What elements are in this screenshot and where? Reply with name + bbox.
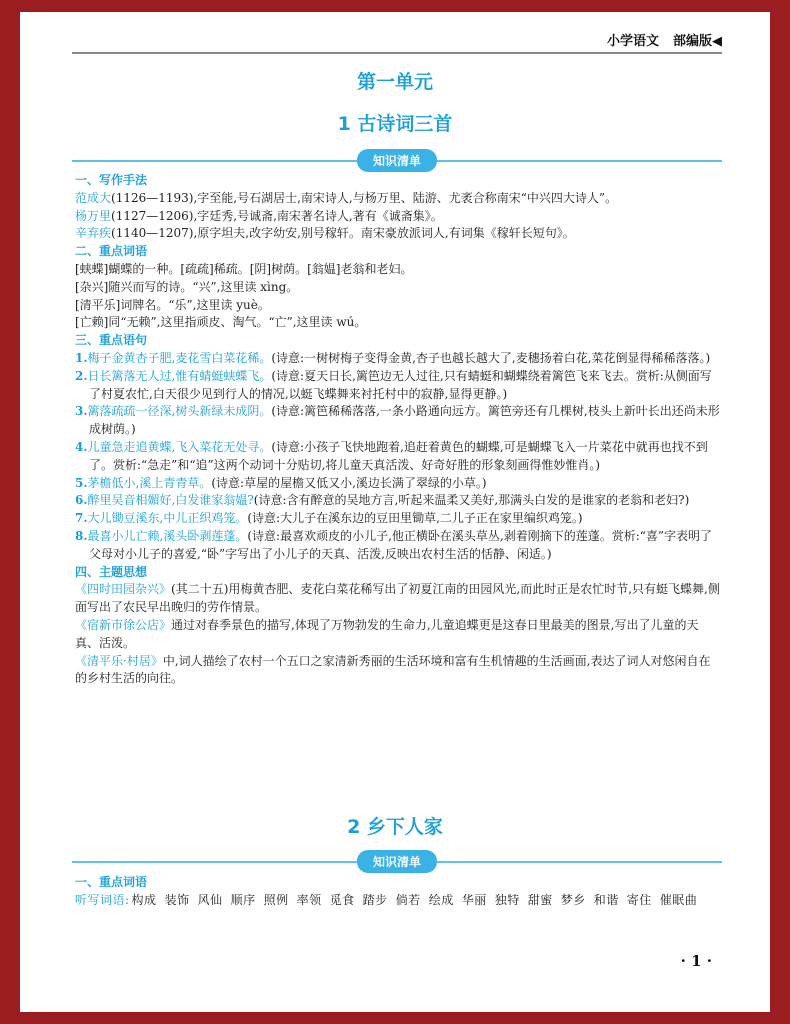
dictation-word: 觅食	[329, 892, 355, 907]
page-number: · 1 ·	[680, 952, 712, 970]
sentence-text: (诗意:一树树梅子变得金黄,杏子也越长越大了,麦穗扬着白花,菜花倒显得稀稀落落。)	[271, 350, 711, 365]
dictation-word: 顺序	[230, 892, 256, 907]
sentence-entry	[75, 350, 720, 368]
sentence-text: (诗意:大儿子在溪东边的豆田里锄草,二儿子正在家里编织鸡笼。)	[247, 511, 583, 526]
theme-text: (其二十五)用梅黄杏肥、麦花白菜花稀写出了初夏江南的田园风光,而此时正是农忙时节,只有蜓飞蝶舞,侧面写出了农民早出晚归的劳作情景。	[75, 582, 720, 615]
sentence-list	[75, 350, 720, 564]
sentence-entry	[75, 510, 720, 528]
section-theme: 四、主题思想	[75, 564, 148, 579]
word-list	[75, 261, 720, 332]
dictation-label: 听写词语:	[75, 892, 130, 907]
banner-pill: 知识清单	[357, 149, 437, 172]
dictation-word: 催眠曲	[659, 892, 698, 907]
theme-list	[75, 581, 720, 688]
section-key-sentences: 三、重点语句	[75, 333, 148, 348]
word-entry: [清平乐]词牌名。“乐”,这里读 yuè。	[75, 297, 270, 312]
lesson1-title: 1 古诗词三首	[337, 113, 453, 135]
sentence-text: (诗意:含有醉意的吴地方言,听起来温柔又美好,那满头白发的是谁家的老翁和老妇?)	[253, 493, 690, 508]
banner-pill: 知识清单	[357, 850, 437, 873]
page-header	[72, 20, 722, 54]
lesson1-content	[75, 172, 720, 688]
sentence-entry	[75, 475, 720, 493]
section-key-words: 一、重点词语	[75, 875, 148, 889]
dictation-word: 寄住	[626, 892, 652, 907]
dictation-word: 独特	[494, 892, 520, 907]
theme-entry	[75, 581, 720, 617]
dictation-word: 绘成	[428, 892, 454, 907]
sentence-highlight: 大儿锄豆溪东,中儿正织鸡笼。	[87, 511, 248, 526]
word-entry: [亡赖]同“无赖”,这里指顽皮、淘气。“亡”,这里读 wú。	[75, 315, 367, 330]
sentence-number: 8.	[75, 528, 88, 543]
edition-label: 部编版◀	[673, 34, 722, 49]
lesson1-banner	[72, 149, 722, 171]
sentence-highlight: 茅檐低小,溪上青青草。	[87, 475, 212, 490]
theme-title: 《四时田园杂兴》	[75, 582, 172, 597]
dictation-word: 倘若	[395, 892, 421, 907]
author-text: (1126—1193),字至能,号石湖居士,南宋诗人,与杨万里、陆游、尤袤合称南宋“中兴四大诗人”。	[111, 190, 617, 205]
dictation-word: 甜蜜	[527, 892, 553, 907]
sentence-highlight: 梅子金黄杏子肥,麦花雪白菜花稀。	[87, 350, 272, 365]
lesson2-content	[75, 874, 720, 910]
word-entry: [杂兴]随兴而写的诗。“兴”,这里读 xìng。	[75, 279, 299, 294]
sentence-entry	[75, 492, 720, 510]
dictation-word: 装饰	[164, 892, 190, 907]
dictation-word: 踏步	[362, 892, 388, 907]
sentence-number: 2.	[75, 368, 88, 383]
sentence-highlight: 醉里吴音相媚好,白发谁家翁媪?	[87, 493, 254, 508]
dictation-word: 风仙	[197, 892, 223, 907]
author-entry	[75, 190, 720, 208]
author-text: (1140—1207),原字坦夫,改字幼安,别号稼轩。南宋豪放派词人,有词集《稼轩长短句》。	[111, 226, 575, 241]
section-key-words: 二、重点词语	[75, 244, 148, 259]
dictation-word: 构成	[131, 892, 157, 907]
dictation-word: 和谐	[593, 892, 619, 907]
author-list	[75, 190, 720, 243]
theme-text: 通过对春季景色的描写,体现了万物勃发的生命力,儿童追蝶更是这春日里最美的图景,写出了儿童的天真、活泼。	[75, 617, 699, 650]
author-entry	[75, 225, 720, 243]
sentence-number: 5.	[75, 475, 88, 490]
sentence-entry	[75, 368, 720, 404]
sentence-text: (诗意:最喜欢顽皮的小儿子,他正横卧在溪头草丛,剥着刚摘下的莲蓬。赏析:“喜”字表明了父母对小儿子的喜爱,“卧”字写出了小儿子的天真、活泼,反映出农村生活的恬静、闲适。)	[89, 528, 713, 561]
sentence-text: (诗意:草屋的屋檐又低又小,溪边长满了翠绿的小草。)	[211, 475, 487, 490]
sentence-entry	[75, 439, 720, 475]
word-entry: [蛱蝶]蝴蝶的一种。[疏疏]稀疏。[阴]树荫。[翁媪]老翁和老妇。	[75, 261, 413, 276]
author-text: (1127—1206),字廷秀,号诚斋,南宋著名诗人,著有《诚斋集》。	[111, 208, 443, 223]
page	[20, 12, 770, 1012]
author-name: 辛弃疾	[75, 226, 112, 241]
sentence-highlight: 日长篱落无人过,惟有蜻蜓蛱蝶飞。	[87, 368, 272, 383]
author-name: 杨万里	[75, 208, 112, 223]
sentence-number: 3.	[75, 404, 88, 419]
sentence-text: (诗意:夏天日长,篱笆边无人过往,只有蜻蜓和蝴蝶绕着篱笆飞来飞去。赏析:从侧面写了村夏农忙,白天很少见到行人的情况,以蜓飞蝶舞来衬托村中的寂静,显得更静。)	[89, 368, 712, 401]
sentence-number: 4.	[75, 439, 88, 454]
section-writing-techniques: 一、写作手法	[75, 173, 148, 187]
sentence-entry	[75, 403, 720, 439]
author-entry	[75, 208, 720, 226]
sentence-number: 6.	[75, 493, 88, 508]
theme-text: 中,词人描绘了农村一个五口之家清新秀丽的生活环境和富有生机情趣的生活画面,表达了词人对悠闲自在的乡村生活的向往。	[75, 653, 711, 686]
dictation-word: 照例	[263, 892, 289, 907]
sentence-text: (诗意:小孩子飞快地跑着,追赶着黄色的蝴蝶,可是蝴蝶飞入一片菜花中就再也找不到了。赏析:“急走”和“追”这两个动词十分贴切,将儿童天真活泼、好奇好胜的形象刻画得惟妙惟肖。)	[89, 439, 708, 472]
sentence-highlight: 儿童急走追黄蝶,飞入菜花无处寻。	[87, 439, 272, 454]
sentence-text: (诗意:篱笆稀稀落落,一条小路通向远方。篱笆旁还有几棵树,枝头上新叶长出还尚未形成树荫。)	[89, 404, 720, 437]
theme-title: 《清平乐·村居》	[75, 653, 163, 668]
sentence-number: 1.	[75, 350, 88, 365]
dictation-word: 率领	[296, 892, 322, 907]
lesson2-title: 2 乡下人家	[347, 816, 443, 838]
sentence-number: 7.	[75, 511, 88, 526]
dictation-words	[75, 892, 720, 910]
theme-title: 《宿新市徐公店》	[75, 617, 172, 632]
sentence-highlight: 篱落疏疏一径深,树头新绿未成阴。	[87, 404, 272, 419]
sentence-entry	[75, 528, 720, 564]
unit-title: 第一单元	[356, 71, 433, 93]
subject-label: 小学语文	[606, 34, 659, 49]
dictation-word: 华丽	[461, 892, 487, 907]
sentence-highlight: 最喜小儿亡赖,溪头卧剥莲蓬。	[87, 528, 248, 543]
dictation-word: 梦乡	[560, 892, 586, 907]
lesson2-banner	[72, 850, 722, 872]
author-name: 范成大	[75, 190, 112, 205]
theme-entry	[75, 653, 720, 689]
theme-entry	[75, 617, 720, 653]
